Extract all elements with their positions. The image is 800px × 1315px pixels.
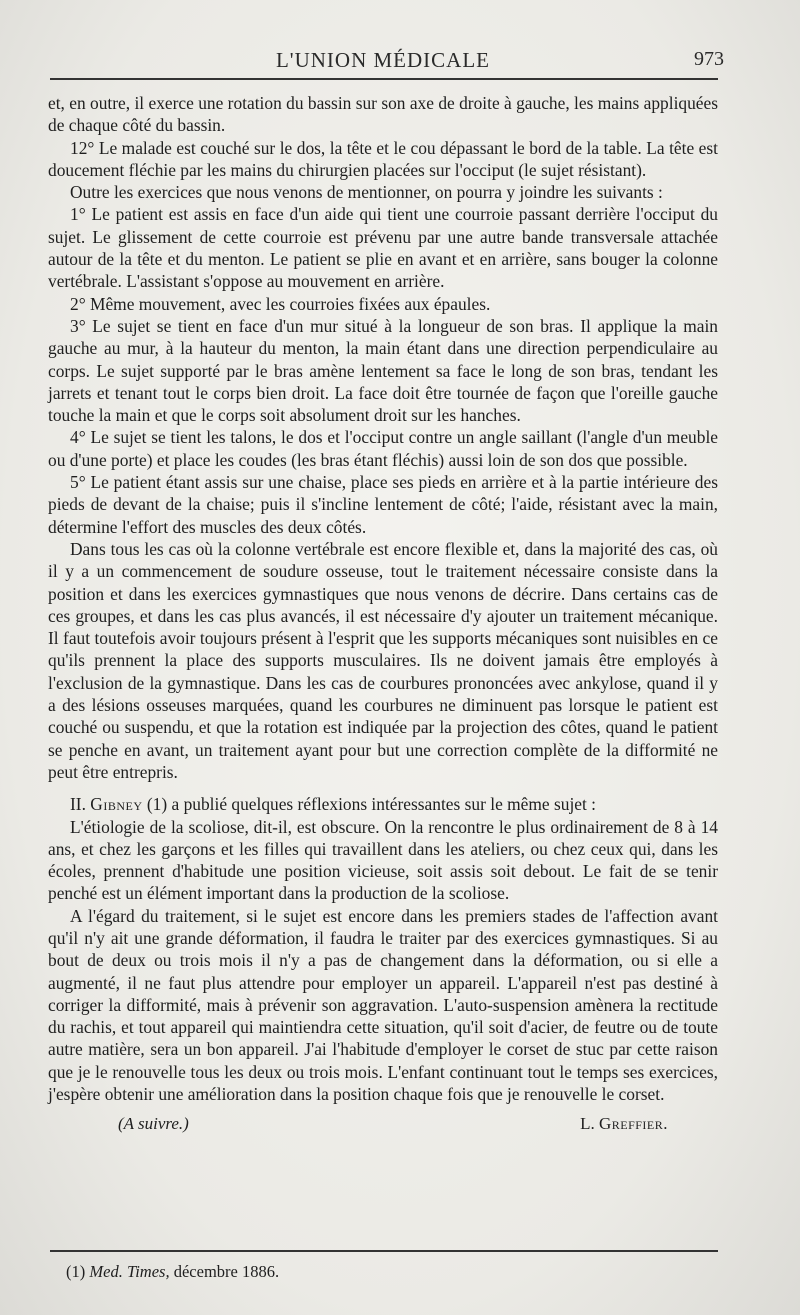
footnote-source: Med. Times, <box>89 1262 170 1281</box>
journal-title: L'UNION MÉDICALE <box>275 48 490 72</box>
footnote-rule <box>50 1250 718 1252</box>
paragraph: Dans tous les cas où la colonne vertébrale est encore flexible et, dans la majorité des cas, où il y a un commencement de soudure osseuse, tout le traitement nécessaire consiste dans la position et dans les exercices gymnastiques que nous venons de décrire. Dans certains cas de ces groupes, et dans les cas plus avancés, il est nécessaire d'y ajouter un traitement mécanique. Il faut toutefois avoir toujours présent à l'esprit que les supports mécaniques sont nuisibles en ce qu'ils prennent la place des supports musculaires. Ils ne doivent jamais être employés à l'exclusion de la gymnastique. Dans les cas de courbures prononcées avec ankylose, quand il y a des lésions osseuses marquées, quand les courbures ne diminuent pas lorsque le patient est couché ou suspendu, et que la rotation est indiquée par la projection des côtes, quand le patient se penche en avant, un traitement ayant pour but une correction complète de la difformité ne peut être entrepris. <box>48 538 718 782</box>
running-header <box>48 44 724 80</box>
paragraph: Outre les exercices que nous venons de mentionner, on pourra y joindre les suivants : <box>70 182 663 203</box>
author-name: Greffier. <box>598 1114 668 1134</box>
paragraph: 1° Le patient est assis en face d'un aide qui tient une courroie passant derrière l'occiput du sujet. Le glissement de cette courroie est prévenu par une autre bande transversale attachée autour de la tête et du menton. Le patient se plie en avant et en arrière, sans bouger la colonne vertébrale. L'assistant s'oppose au mouvement en arrière. <box>48 204 718 292</box>
paragraph: 3° Le sujet se tient en face d'un mur situé à la longueur de son bras. Il applique la main gauche au mur, à la hauteur du menton, la main étant dans une direction perpendiculaire au corps. Le sujet supporté par le bras amène lentement sa face le long de son bras, tendant les jarrets et tenant tout le corps bien droit. La face doit être tournée de façon que l'oreille gauche touche la main et que le corps soit absolument droit sur les hanches. <box>48 315 718 426</box>
paragraph: et, en outre, il exerce une rotation du bassin sur son axe de droite à gauche, les mains appliquées de chaque côté du bassin. <box>48 93 718 136</box>
article-body <box>48 92 718 1137</box>
paragraph: A l'égard du traitement, si le sujet est encore dans les premiers stades de l'affection avant qu'il n'y ait une grande déformation, il faudra le traiter par des exercices gymnastiques. Si au bout de deux ou trois mois il n'y a pas de changement dans la déformation, ou si elle a augmenté, il ne faut plus attendre pour employer un appareil. L'appareil n'est pas destiné à corriger la difformité, mais à prévenir son aggravation. L'auto-suspension amènera la rectitude du rachis, et tout appareil qui maintiendra cette situation, qu'il soit d'acier, de feutre ou de toute autre matière, sera un bon appareil. J'ai l'habitude d'employer le corset de stuc par cette raison que je le renouvelle tous les deux ou trois mois. L'enfant continuant tout le temps ses exercices, j'espère obtenir une amélioration dans la position chaque fois que je renouvelle le corset. <box>48 905 718 1105</box>
paragraph: 2° Même mouvement, avec les courroies fixées aux épaules. <box>70 293 491 314</box>
section-heading-paragraph <box>48 793 718 815</box>
section-number: II. <box>70 794 86 815</box>
paragraph: 4° Le sujet se tient les talons, le dos et l'occiput contre un angle saillant (l'angle d'un meuble ou d'une porte) et place les coudes (les bras étant fléchis) aussi loin de son dos que possible. <box>48 427 718 470</box>
section-intro: (1) a publié quelques réflexions intéressantes sur le même sujet : <box>142 794 597 815</box>
footnote-marker: (1) <box>66 1262 90 1281</box>
signoff <box>48 1113 718 1137</box>
paragraph: 12° Le malade est couché sur le dos, la tête et le cou dépassant le bord de la table. La tête est doucement fléchie par les mains du chirurgien placées sur l'occiput (le sujet résistant). <box>48 137 718 180</box>
paragraph: L'étiologie de la scoliose, dit-il, est obscure. On la rencontre le plus ordinairement de 8 à 14 ans, et chez les garçons et les filles qui travaillent dans les ateliers, ou chez ceux qui, dans les écoles, prennent d'habitude une position vicieuse, soit assis soit debout. Le fait de se tenir penché est un élément important dans la production de la scoliose. <box>48 816 718 904</box>
footnote-date: décembre 1886. <box>169 1262 280 1281</box>
cited-author: Gibney <box>90 794 143 815</box>
author-initial: L. <box>580 1114 599 1134</box>
paragraph: 5° Le patient étant assis sur une chaise, place ses pieds en arrière et à la partie intérieure des pieds de devant de la chaise; puis il s'incline lentement de côté; l'aide, résistant avec la main, détermine l'effort des muscles des deux côtés. <box>48 472 718 537</box>
to-be-continued: (A suivre.) <box>118 1114 189 1134</box>
author-signature <box>580 1113 668 1135</box>
page-number: 973 <box>694 48 724 70</box>
footnote <box>66 1262 279 1282</box>
header-rule <box>50 78 718 80</box>
